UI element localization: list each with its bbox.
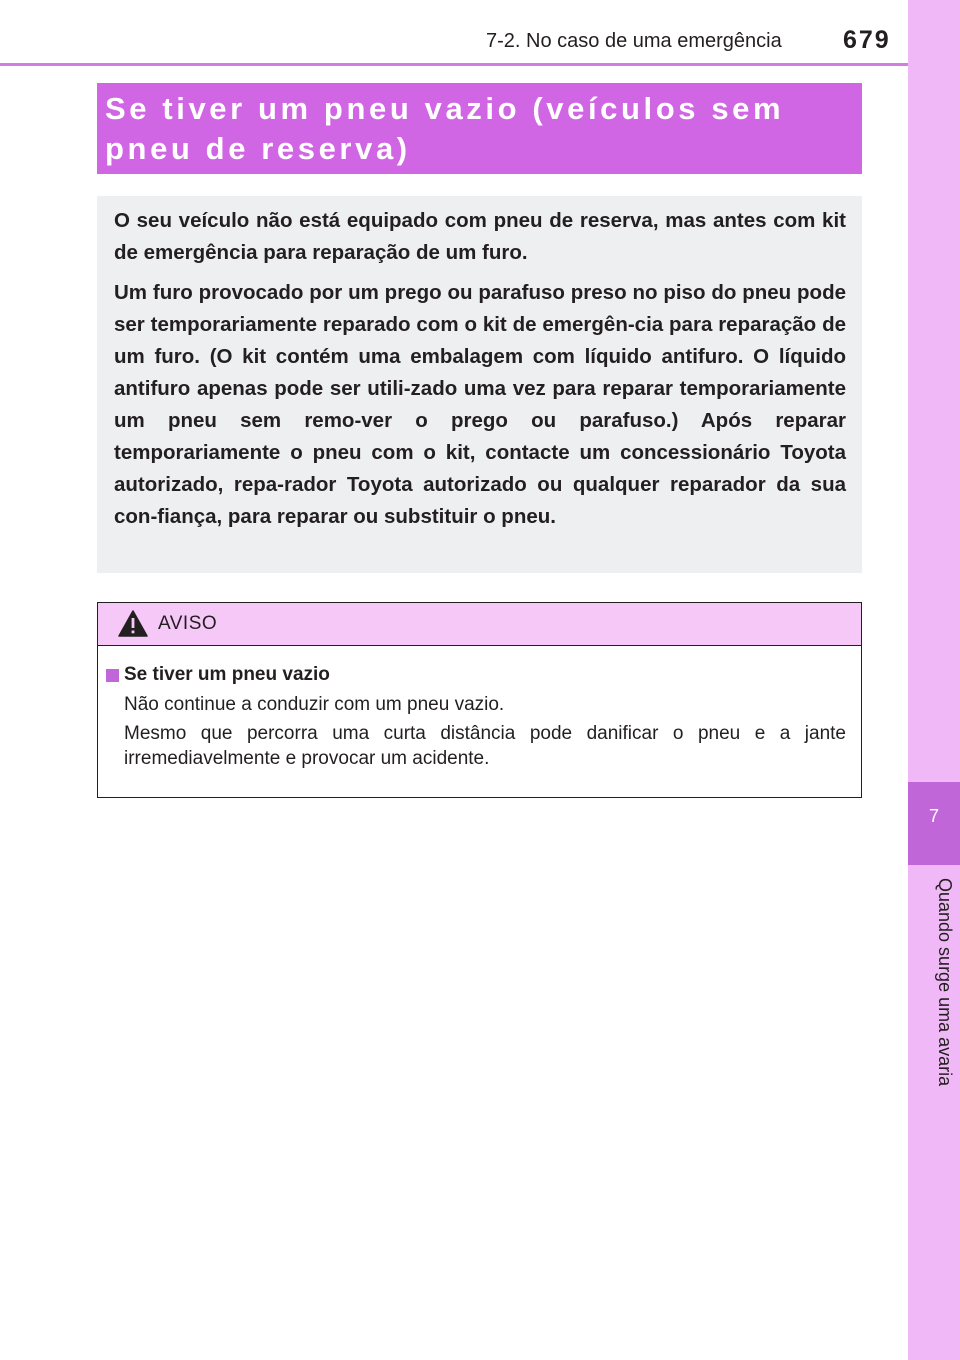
warning-header (98, 603, 861, 646)
section-title: Se tiver um pneu vazio (veículos sem pneu de reserva) (105, 91, 785, 166)
chapter-number: 7 (928, 806, 939, 826)
warning-body (98, 646, 861, 771)
warning-line-2: Mesmo que percorra uma curta distância pode danificar o pneu e a jante irremediavelmente e provocar um acidente. (124, 723, 846, 769)
header-section-title: 7-2. No caso de uma emergência (486, 30, 782, 52)
chapter-title: Quando surge uma avaria (935, 878, 955, 1087)
chapter-side-tab (908, 0, 960, 1360)
intro-paragraph-1: O seu veículo não está equipado com pneu de reserva, mas antes com kit de emergência para reparação de um furo. (114, 209, 846, 264)
warning-line-1: Não continue a conduzir com um pneu vazio. (124, 694, 505, 715)
square-bullet-icon (106, 669, 119, 682)
page-number: 679 (843, 26, 891, 54)
warning-heading (106, 662, 846, 688)
intro-paragraph-2: Um furo provocado por um prego ou parafuso preso no piso do pneu pode ser temporariamente reparado com o kit de emergên-cia para reparação de um furo. (O kit contém uma embalagem com líquido antifuro. O líquido antifuro apenas pode ser utili-zado uma vez para reparar temporariamente um pneu sem remo-ver o prego ou parafuso.) Após reparar temporariamente o pneu com o kit, contacte um concessionário Toyota autorizado, repa-rador Toyota autorizado ou qualquer reparador da sua con-fiança, para reparar ou substituir o pneu. (114, 281, 846, 528)
warning-box (97, 602, 862, 798)
section-banner (97, 83, 862, 174)
intro-box (97, 196, 862, 573)
warning-heading-text: Se tiver um pneu vazio (124, 664, 330, 685)
warning-label: AVISO (158, 613, 218, 634)
warning-triangle-icon (118, 610, 148, 637)
header-divider (0, 63, 908, 66)
